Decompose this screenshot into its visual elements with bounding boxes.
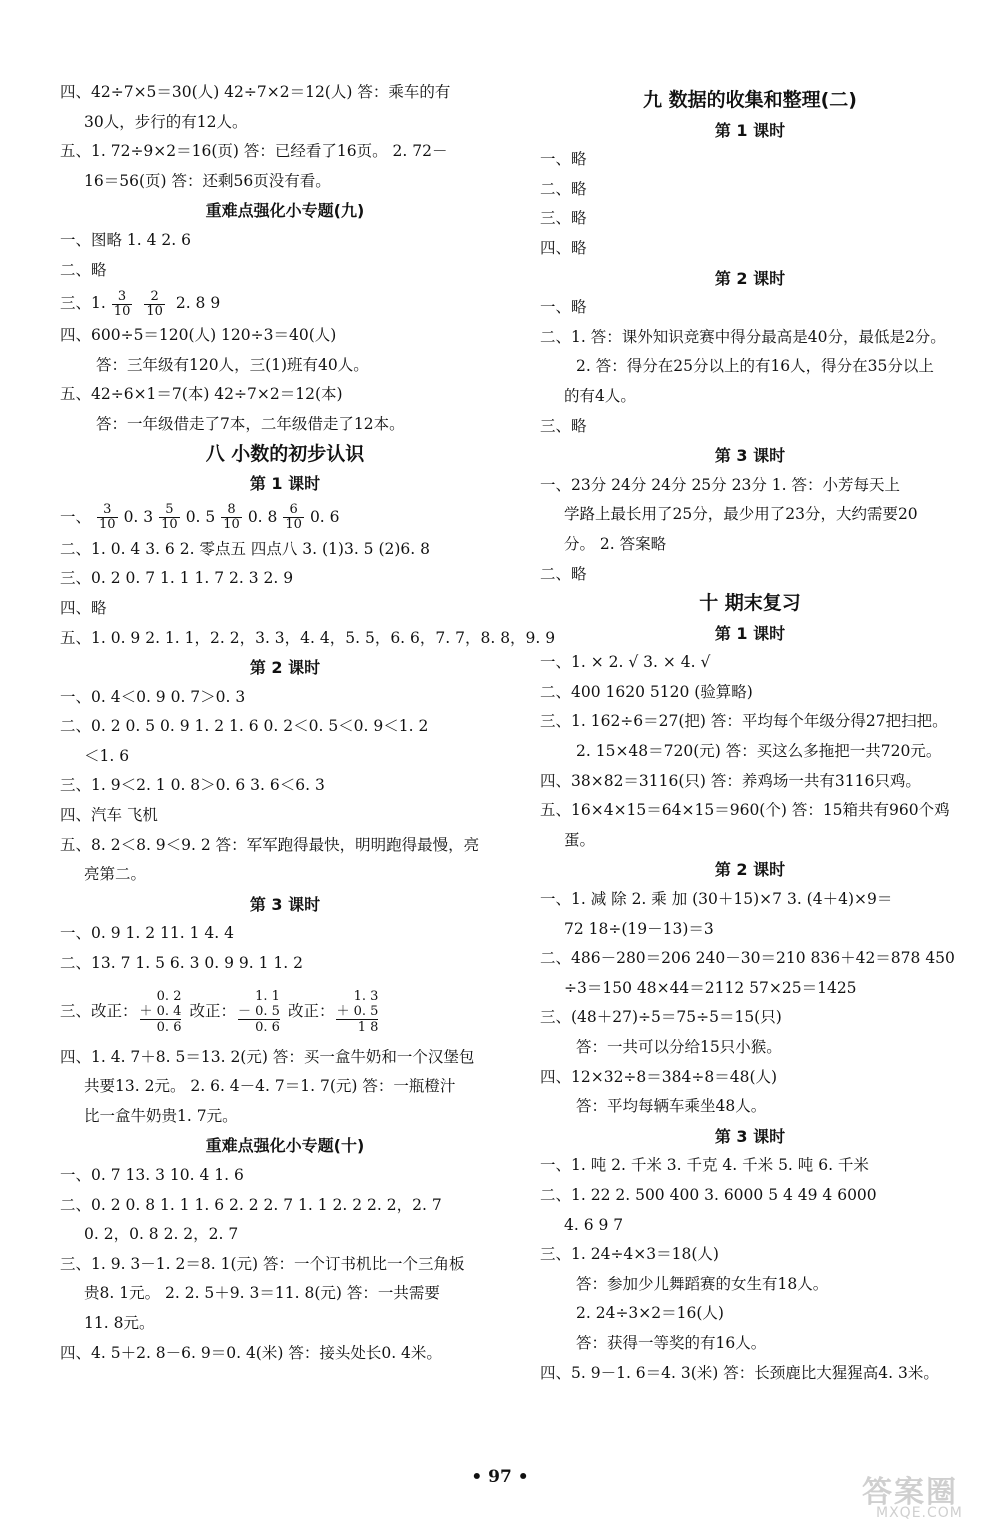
topic-heading: 重难点强化小专题(十) xyxy=(205,1136,365,1156)
fraction: $\frac{2}{10}$ xyxy=(146,288,163,319)
answer-line: 二、略 xyxy=(540,564,587,583)
answer-line: 四、12×32÷8＝384÷8＝48(人) xyxy=(540,1067,778,1086)
answer-line: 二、0. 2 0. 5 0. 9 1. 2 1. 6 0. 2＜0. 5＜0. 9＜1. 2 xyxy=(60,717,429,736)
answer-line: ＜1. 6 xyxy=(84,746,130,765)
answer-line: 三、(48＋27)÷5＝75÷5＝15(只) xyxy=(540,1008,782,1027)
answer-line: 三、1. 9. 3－1. 2＝8. 1(元) 答：一个订书机比一个三角板 xyxy=(60,1254,465,1273)
answer-line: 亮第二。 xyxy=(84,865,147,884)
answer-line: 三、0. 2 0. 7 1. 1 1. 7 2. 3 2. 9 xyxy=(60,569,294,588)
answer-line: 二、1. 0. 4 3. 6 2. 零点五 四点八 3. (1)3. 5 (2)6. 8 xyxy=(60,539,431,558)
answer-line: 三、略 xyxy=(540,209,587,228)
vertical-calc-line: 三、改正： 0. 2 ＋ 0. 4 0. 6 改正： 1. 1 － 0. 5 0. 6 改正： 1. 3 ＋ 0. 5 1 8 xyxy=(60,988,379,1035)
answer-line: 16＝56(页) 答：还剩56页没有看。 xyxy=(84,171,331,190)
answer-line: 学路上最长用了25分，最少用了23分，大约需要20 xyxy=(564,505,918,524)
lesson-heading: 第 3 课时 xyxy=(714,1126,786,1146)
answer-line: 四、38×82＝3116(只) 答：养鸡场一共有3116只鸡。 xyxy=(540,771,921,790)
topic-heading: 重难点强化小专题(九) xyxy=(205,201,365,221)
answer-line: 二、13. 7 1. 5 6. 3 0. 9 9. 1 1. 2 xyxy=(60,954,303,973)
answer-line: 30人，步行的有12人。 xyxy=(84,112,248,131)
answer-line: 四、600÷5＝120(人) 120÷3＝40(人) xyxy=(60,326,337,345)
watermark-logo: 答案圈 MXQE.COM xyxy=(862,1475,963,1521)
answer-line: 四、5. 9－1. 6＝4. 3(米) 答：长颈鹿比大猩猩高4. 3米。 xyxy=(540,1363,939,1382)
answer-line: 五、1. 72÷9×2＝16(页) 答：已经看了16页。 2. 72－ xyxy=(60,142,448,161)
answer-line: 一、0. 7 13. 3 10. 4 1. 6 xyxy=(60,1166,244,1184)
answer-line: 三、1. 24÷4×3＝18(人) xyxy=(540,1245,719,1264)
answer-line: 答：三年级有120人，三(1)班有40人。 xyxy=(96,355,369,374)
answer-line: 二、400 1620 5120 (验算略) xyxy=(540,682,753,701)
answer-line: 答：一年级借走了7本，二年级借走了12本。 xyxy=(96,414,405,433)
fraction-answer-line: 一、 $\frac{3}{10}$ 0. 3 $\frac{5}{10}$ 0. 5 $\frac{8}{10}$ 0. 8 $\frac{6}{10}$ 0. 6 xyxy=(60,502,340,533)
vertical-calculation: 0. 2 ＋ 0. 4 0. 6 xyxy=(139,988,182,1035)
vertical-calculation: 1. 1 － 0. 5 0. 6 xyxy=(237,988,280,1035)
answer-line: 二、486－280＝206 240－30＝210 836＋42＝878 450 xyxy=(540,949,955,968)
answer-line: 2. 答：得分在25分以上的有16人，得分在35分以上 xyxy=(576,357,934,376)
vertical-calculation: 1. 3 ＋ 0. 5 1 8 xyxy=(336,988,379,1035)
answer-line: 共要13. 2元。 2. 6. 4－4. 7＝1. 7(元) 答：一瓶橙汁 xyxy=(84,1077,456,1096)
answer-line: 比一盒牛奶贵1. 7元。 xyxy=(84,1106,238,1125)
answer-line: 五、1. 0. 9 2. 1. 1，2. 2，3. 3，4. 4，5. 5，6. 6，7. 7，8. 8，9. 9 xyxy=(60,628,556,647)
answer-line: 一、略 xyxy=(540,150,587,169)
answer-line: 一、1. 减 除 2. 乘 加 (30＋15)×7 3. (4＋4)×9＝ xyxy=(540,890,893,909)
answer-line: 答：一共可以分给15只小猴。 xyxy=(576,1038,782,1056)
answer-line: 二、0. 2 0. 8 1. 1 1. 6 2. 2 2. 7 1. 1 2. 2 2. 2，2. 7 xyxy=(60,1195,442,1214)
answer-line: 四、42÷7×5＝30(人) 42÷7×2＝12(人) 答：乘车的有 xyxy=(60,83,451,101)
line-prefix: 三、1. xyxy=(60,294,106,313)
answer-line: 四、4. 5＋2. 8－6. 9＝0. 4(米) 答：接头处长0. 4米。 xyxy=(60,1343,442,1362)
answer-line: 一、图略 1. 4 2. 6 xyxy=(60,230,192,249)
answer-line: 二、略 xyxy=(60,260,107,279)
right-column xyxy=(540,86,960,1388)
answer-line: 11. 8元。 xyxy=(84,1313,155,1332)
lesson-heading: 第 1 课时 xyxy=(249,474,321,494)
answer-line: 五、16×4×15＝64×15＝960(个) 答：15箱共有960个鸡 xyxy=(540,801,950,820)
answer-line: 的有4人。 xyxy=(564,386,636,405)
fraction: $\frac{8}{10}$ xyxy=(223,502,240,533)
line-suffix: 2. 8 9 xyxy=(175,294,221,313)
answer-line: 答：获得一等奖的有16人。 xyxy=(576,1333,767,1352)
answer-line: 2. 15×48＝720(元) 答：买这么多拖把一共720元。 xyxy=(576,742,942,761)
answer-line: 一、23分 24分 24分 25分 23分 1. 答：小芳每天上 xyxy=(540,475,900,494)
answer-line: 贵8. 1元。 2. 2. 5＋9. 3＝11. 8(元) 答：一共需要 xyxy=(84,1284,440,1303)
answer-line: 二、略 xyxy=(540,179,587,198)
lesson-heading: 第 3 课时 xyxy=(714,446,786,466)
fraction: $\frac{3}{10}$ xyxy=(99,502,116,533)
chapter-heading: 八 小数的初步认识 xyxy=(205,442,365,465)
answer-line: 0. 2，0. 8 2. 2，2. 7 xyxy=(84,1225,239,1244)
answer-line: 五、8. 2＜8. 9＜9. 2 答：军军跑得最快，明明跑得最慢，亮 xyxy=(60,835,480,854)
fraction: $\frac{6}{10}$ xyxy=(285,502,302,533)
left-column xyxy=(60,78,556,1368)
lesson-heading: 第 1 课时 xyxy=(714,120,786,140)
answer-line: 四、汽车 飞机 xyxy=(60,806,158,825)
lesson-heading: 第 3 课时 xyxy=(249,894,321,914)
fraction: $\frac{3}{10}$ xyxy=(113,288,131,319)
answer-line: 4. 6 9 7 xyxy=(564,1215,624,1234)
answer-line: 分。 2. 答案略 xyxy=(564,534,667,553)
answer-line: 四、略 xyxy=(540,238,587,257)
answer-line: 二、1. 答：课外知识竞赛中得分最高是40分，最低是2分。 xyxy=(540,327,946,346)
answer-line: ÷3＝150 48×44＝2112 57×25＝1425 xyxy=(564,978,857,997)
answer-line: 蛋。 xyxy=(564,830,596,849)
chapter-heading: 九 数据的收集和整理(二) xyxy=(643,89,857,111)
fraction-answer-line xyxy=(60,285,510,321)
answer-line: 五、42÷6×1＝7(本) 42÷7×2＝12(本) xyxy=(60,385,343,404)
answer-line: 四、略 xyxy=(60,598,107,617)
answer-line: 答：平均每辆车乘坐48人。 xyxy=(576,1097,767,1116)
answer-line: 2. 24÷3×2＝16(人) xyxy=(576,1304,724,1323)
lesson-heading: 第 2 课时 xyxy=(714,268,786,288)
answer-line: 一、0. 9 1. 2 11. 1 4. 4 xyxy=(60,924,234,943)
lesson-heading: 第 2 课时 xyxy=(714,860,786,880)
answer-line: 一、0. 4＜0. 9 0. 7＞0. 3 xyxy=(60,687,246,706)
answer-line: 一、1. × 2. √ 3. × 4. √ xyxy=(540,653,711,672)
lesson-heading: 第 2 课时 xyxy=(249,658,321,678)
lesson-heading: 第 1 课时 xyxy=(714,623,786,643)
chapter-heading: 十 期末复习 xyxy=(699,592,801,615)
page-number: • 97 • xyxy=(471,1467,529,1487)
fraction: $\frac{5}{10}$ xyxy=(161,502,178,533)
answer-line: 二、1. 22 2. 500 400 3. 6000 5 4 49 4 6000 xyxy=(540,1185,877,1204)
answer-line: 三、1. 9＜2. 1 0. 8＞0. 6 3. 6＜6. 3 xyxy=(60,776,325,795)
answer-line: 答：参加少儿舞蹈赛的女生有18人。 xyxy=(576,1274,829,1293)
answer-line: 一、1. 吨 2. 千米 3. 千克 4. 千米 5. 吨 6. 千米 xyxy=(540,1156,869,1175)
answer-line: 四、1. 4. 7＋8. 5＝13. 2(元) 答：买一盒牛奶和一个汉堡包 xyxy=(60,1047,475,1066)
answer-line: 一、略 xyxy=(540,298,587,317)
answer-line: 72 18÷(19－13)＝3 xyxy=(564,919,714,938)
answer-line: 三、略 xyxy=(540,416,587,435)
answer-line: 三、1. 162÷6＝27(把) 答：平均每个年级分得27把扫把。 xyxy=(540,712,948,731)
